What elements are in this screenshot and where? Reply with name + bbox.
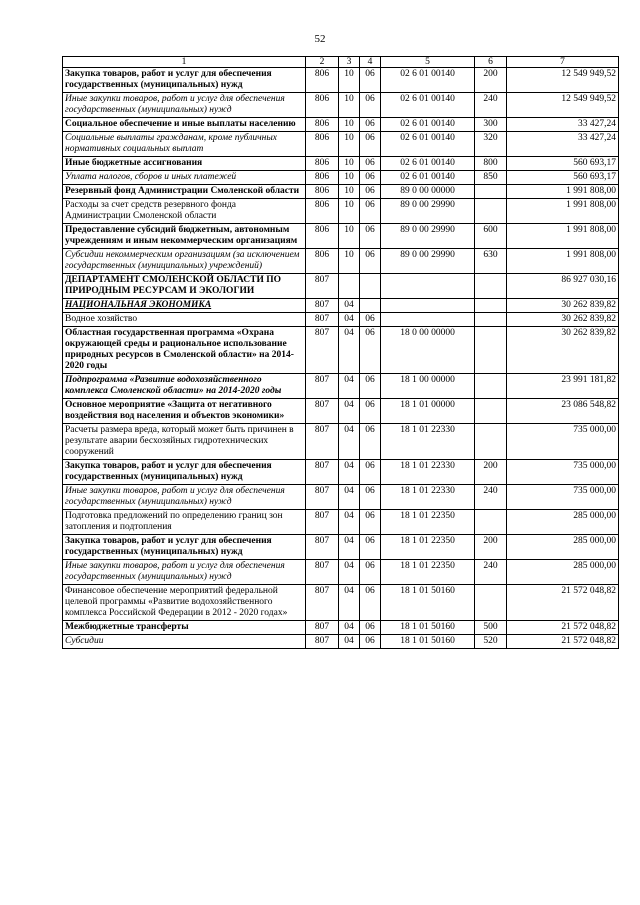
row-subsection-cell: 06 [360, 93, 381, 118]
row-code-cell: 807 [306, 374, 339, 399]
row-name-cell: Расходы за счет средств резервного фонда Администрации Смоленской области [63, 199, 306, 224]
row-amount-cell: 735 000,00 [507, 485, 619, 510]
row-section-cell: 04 [339, 399, 360, 424]
row-name-cell: Уплата налогов, сборов и иных платежей [63, 171, 306, 185]
row-code-cell: 806 [306, 93, 339, 118]
row-section-cell: 10 [339, 157, 360, 171]
row-expense-type-cell: 500 [475, 621, 507, 635]
row-subsection-cell: 06 [360, 485, 381, 510]
row-code-cell: 807 [306, 460, 339, 485]
row-section-cell: 10 [339, 118, 360, 132]
row-amount-cell: 285 000,00 [507, 560, 619, 585]
row-expense-type-cell: 800 [475, 157, 507, 171]
header-cell: 5 [381, 57, 475, 68]
row-subsection-cell: 06 [360, 535, 381, 560]
row-subsection-cell: 06 [360, 424, 381, 460]
row-amount-cell: 30 262 839,82 [507, 299, 619, 313]
row-expense-type-cell [475, 585, 507, 621]
row-code-cell: 807 [306, 535, 339, 560]
row-subsection-cell: 06 [360, 399, 381, 424]
table-row [63, 535, 619, 560]
row-target-article-cell: 18 1 01 22330 [381, 424, 475, 460]
row-expense-type-cell [475, 399, 507, 424]
row-target-article-cell: 18 1 01 22350 [381, 535, 475, 560]
row-target-article-cell [381, 274, 475, 299]
row-target-article-cell: 89 0 00 29990 [381, 224, 475, 249]
row-code-cell: 807 [306, 299, 339, 313]
row-name-cell: Резервный фонд Администрации Смоленской области [63, 185, 306, 199]
row-name-cell: Закупка товаров, работ и услуг для обеспечения государственных (муниципальных) нужд [63, 460, 306, 485]
row-section-cell: 04 [339, 621, 360, 635]
table-row [63, 93, 619, 118]
table-row [63, 585, 619, 621]
row-subsection-cell: 06 [360, 374, 381, 399]
row-name-cell: Иные закупки товаров, работ и услуг для обеспечения государственных (муниципальных) нужд [63, 485, 306, 510]
row-name-cell: Закупка товаров, работ и услуг для обеспечения государственных (муниципальных) нужд [63, 535, 306, 560]
row-amount-cell: 21 572 048,82 [507, 585, 619, 621]
row-section-cell: 04 [339, 374, 360, 399]
row-code-cell: 806 [306, 224, 339, 249]
row-section-cell: 04 [339, 635, 360, 649]
header-cell: 7 [507, 57, 619, 68]
row-name-cell: Межбюджетные трансферты [63, 621, 306, 635]
header-cell: 6 [475, 57, 507, 68]
row-subsection-cell: 06 [360, 68, 381, 93]
row-expense-type-cell: 320 [475, 132, 507, 157]
row-name-cell: Иные закупки товаров, работ и услуг для обеспечения государственных (муниципальных) нужд [63, 560, 306, 585]
table-row [63, 374, 619, 399]
row-amount-cell: 33 427,24 [507, 132, 619, 157]
row-section-cell: 04 [339, 460, 360, 485]
row-section-cell: 04 [339, 585, 360, 621]
row-expense-type-cell [475, 374, 507, 399]
row-target-article-cell: 18 1 01 00000 [381, 399, 475, 424]
row-expense-type-cell: 850 [475, 171, 507, 185]
row-name-cell: Социальные выплаты гражданам, кроме публичных нормативных социальных выплат [63, 132, 306, 157]
row-expense-type-cell [475, 424, 507, 460]
header-cell: 1 [63, 57, 306, 68]
row-name-cell: Предоставление субсидий бюджетным, автономным учреждениям и иным некоммерческим организациям [63, 224, 306, 249]
row-amount-cell: 12 549 949,52 [507, 93, 619, 118]
table-row [63, 313, 619, 327]
row-code-cell: 807 [306, 327, 339, 374]
table-row [63, 274, 619, 299]
row-code-cell: 806 [306, 249, 339, 274]
row-amount-cell: 285 000,00 [507, 510, 619, 535]
row-target-article-cell: 18 1 01 50160 [381, 621, 475, 635]
row-target-article-cell: 89 0 00 00000 [381, 185, 475, 199]
row-subsection-cell: 06 [360, 199, 381, 224]
row-section-cell: 10 [339, 93, 360, 118]
row-target-article-cell: 18 1 01 22330 [381, 485, 475, 510]
table-row [63, 171, 619, 185]
row-amount-cell: 1 991 808,00 [507, 224, 619, 249]
row-subsection-cell: 06 [360, 157, 381, 171]
row-section-cell: 04 [339, 510, 360, 535]
table-row [63, 399, 619, 424]
row-name-cell: Финансовое обеспечение мероприятий федеральной целевой программы «Развитие водохозяйственного комплекса Российской Федерации в 2012 - 2020 годах» [63, 585, 306, 621]
row-target-article-cell: 02 6 01 00140 [381, 68, 475, 93]
row-subsection-cell: 06 [360, 249, 381, 274]
row-target-article-cell [381, 313, 475, 327]
row-target-article-cell: 02 6 01 00140 [381, 132, 475, 157]
table-row [63, 460, 619, 485]
budget-table [62, 56, 619, 649]
header-row [63, 57, 619, 68]
row-amount-cell: 560 693,17 [507, 157, 619, 171]
table-row [63, 485, 619, 510]
row-target-article-cell: 18 1 01 22330 [381, 460, 475, 485]
row-expense-type-cell: 240 [475, 93, 507, 118]
row-expense-type-cell: 630 [475, 249, 507, 274]
row-expense-type-cell: 200 [475, 68, 507, 93]
row-expense-type-cell: 300 [475, 118, 507, 132]
row-amount-cell: 1 991 808,00 [507, 185, 619, 199]
row-target-article-cell: 89 0 00 29990 [381, 249, 475, 274]
table-row [63, 249, 619, 274]
row-amount-cell: 23 086 548,82 [507, 399, 619, 424]
row-name-cell: Закупка товаров, работ и услуг для обеспечения государственных (муниципальных) нужд [63, 68, 306, 93]
row-amount-cell: 735 000,00 [507, 460, 619, 485]
row-code-cell: 807 [306, 621, 339, 635]
row-subsection-cell: 06 [360, 132, 381, 157]
row-section-cell [339, 274, 360, 299]
row-name-cell: Субсидии некоммерческим организациям (за исключением государственных (муниципальных) учреждений) [63, 249, 306, 274]
row-name-cell: Расчеты размера вреда, который может быть причинен в результате аварии бесхозяйных гидротехнических сооружений [63, 424, 306, 460]
table-row [63, 185, 619, 199]
row-subsection-cell: 06 [360, 327, 381, 374]
table-row [63, 635, 619, 649]
row-section-cell: 04 [339, 327, 360, 374]
table-row [63, 132, 619, 157]
row-target-article-cell: 18 0 00 00000 [381, 327, 475, 374]
row-code-cell: 807 [306, 485, 339, 510]
row-expense-type-cell: 200 [475, 535, 507, 560]
table-row [63, 299, 619, 313]
row-expense-type-cell [475, 313, 507, 327]
row-target-article-cell: 18 1 01 22350 [381, 510, 475, 535]
row-name-cell: Подготовка предложений по определению границ зон затопления и подтопления [63, 510, 306, 535]
row-expense-type-cell [475, 274, 507, 299]
row-section-cell: 04 [339, 299, 360, 313]
row-code-cell: 807 [306, 274, 339, 299]
row-code-cell: 807 [306, 585, 339, 621]
row-target-article-cell: 18 1 00 00000 [381, 374, 475, 399]
row-section-cell: 10 [339, 199, 360, 224]
row-name-cell: Основное мероприятие «Защита от негативного воздействия вод населения и объектов экономики» [63, 399, 306, 424]
row-target-article-cell: 02 6 01 00140 [381, 171, 475, 185]
row-amount-cell: 1 991 808,00 [507, 199, 619, 224]
row-expense-type-cell [475, 185, 507, 199]
row-section-cell: 10 [339, 249, 360, 274]
row-expense-type-cell: 240 [475, 560, 507, 585]
row-target-article-cell: 02 6 01 00140 [381, 157, 475, 171]
table-row [63, 68, 619, 93]
row-amount-cell: 86 927 030,16 [507, 274, 619, 299]
table-row [63, 224, 619, 249]
row-expense-type-cell: 240 [475, 485, 507, 510]
row-amount-cell: 21 572 048,82 [507, 621, 619, 635]
row-amount-cell: 30 262 839,82 [507, 327, 619, 374]
row-subsection-cell: 06 [360, 185, 381, 199]
row-amount-cell: 560 693,17 [507, 171, 619, 185]
row-code-cell: 806 [306, 185, 339, 199]
table-row [63, 157, 619, 171]
row-subsection-cell: 06 [360, 171, 381, 185]
row-name-cell: Водное хозяйство [63, 313, 306, 327]
row-target-article-cell: 18 1 01 22350 [381, 560, 475, 585]
table-row [63, 621, 619, 635]
row-subsection-cell: 06 [360, 460, 381, 485]
row-expense-type-cell: 200 [475, 460, 507, 485]
table-row [63, 560, 619, 585]
row-subsection-cell: 06 [360, 621, 381, 635]
row-subsection-cell [360, 299, 381, 313]
row-expense-type-cell [475, 299, 507, 313]
row-name-cell: Иные закупки товаров, работ и услуг для обеспечения государственных (муниципальных) нужд [63, 93, 306, 118]
row-expense-type-cell [475, 510, 507, 535]
row-subsection-cell: 06 [360, 313, 381, 327]
row-amount-cell: 21 572 048,82 [507, 635, 619, 649]
table-row [63, 327, 619, 374]
row-name-cell: Социальное обеспечение и иные выплаты населению [63, 118, 306, 132]
row-subsection-cell: 06 [360, 224, 381, 249]
row-code-cell: 807 [306, 399, 339, 424]
row-code-cell: 806 [306, 132, 339, 157]
row-code-cell: 806 [306, 68, 339, 93]
row-code-cell: 806 [306, 171, 339, 185]
row-expense-type-cell [475, 199, 507, 224]
row-section-cell: 10 [339, 224, 360, 249]
row-code-cell: 807 [306, 424, 339, 460]
row-code-cell: 807 [306, 560, 339, 585]
row-section-cell: 04 [339, 560, 360, 585]
row-amount-cell: 33 427,24 [507, 118, 619, 132]
row-section-cell: 10 [339, 132, 360, 157]
row-code-cell: 806 [306, 157, 339, 171]
row-section-cell: 10 [339, 68, 360, 93]
row-target-article-cell: 02 6 01 00140 [381, 93, 475, 118]
row-subsection-cell [360, 274, 381, 299]
row-section-cell: 10 [339, 185, 360, 199]
row-amount-cell: 285 000,00 [507, 535, 619, 560]
row-section-cell: 10 [339, 171, 360, 185]
row-subsection-cell: 06 [360, 635, 381, 649]
row-subsection-cell: 06 [360, 510, 381, 535]
table-row [63, 510, 619, 535]
row-target-article-cell: 02 6 01 00140 [381, 118, 475, 132]
row-amount-cell: 12 549 949,52 [507, 68, 619, 93]
row-target-article-cell: 18 1 01 50160 [381, 635, 475, 649]
row-amount-cell: 1 991 808,00 [507, 249, 619, 274]
row-code-cell: 806 [306, 199, 339, 224]
row-name-cell: НАЦИОНАЛЬНАЯ ЭКОНОМИКА [63, 299, 306, 313]
row-amount-cell: 23 991 181,82 [507, 374, 619, 399]
row-target-article-cell: 89 0 00 29990 [381, 199, 475, 224]
row-target-article-cell [381, 299, 475, 313]
row-expense-type-cell: 520 [475, 635, 507, 649]
row-amount-cell: 735 000,00 [507, 424, 619, 460]
row-name-cell: Субсидии [63, 635, 306, 649]
page-number: 52 [314, 33, 326, 45]
row-code-cell: 807 [306, 313, 339, 327]
table-row [63, 118, 619, 132]
row-expense-type-cell: 600 [475, 224, 507, 249]
header-cell: 2 [306, 57, 339, 68]
row-name-cell: ДЕПАРТАМЕНТ СМОЛЕНСКОЙ ОБЛАСТИ ПО ПРИРОДНЫМ РЕСУРСАМ И ЭКОЛОГИИ [63, 274, 306, 299]
row-code-cell: 807 [306, 635, 339, 649]
header-cell: 4 [360, 57, 381, 68]
row-name-cell: Подпрограмма «Развитие водохозяйственного комплекса Смоленской области» на 2014-2020 годы [63, 374, 306, 399]
table-row [63, 199, 619, 224]
row-target-article-cell: 18 1 01 50160 [381, 585, 475, 621]
row-name-cell: Иные бюджетные ассигнования [63, 157, 306, 171]
table-row [63, 424, 619, 460]
row-section-cell: 04 [339, 424, 360, 460]
row-section-cell: 04 [339, 535, 360, 560]
row-expense-type-cell [475, 327, 507, 374]
row-subsection-cell: 06 [360, 560, 381, 585]
row-code-cell: 807 [306, 510, 339, 535]
header-cell: 3 [339, 57, 360, 68]
row-code-cell: 806 [306, 118, 339, 132]
row-section-cell: 04 [339, 485, 360, 510]
row-section-cell: 04 [339, 313, 360, 327]
row-subsection-cell: 06 [360, 585, 381, 621]
row-name-cell: Областная государственная программа «Охрана окружающей среды и рациональное использование природных ресурсов в Смоленской области» на 2014-2020 годы [63, 327, 306, 374]
row-amount-cell: 30 262 839,82 [507, 313, 619, 327]
row-subsection-cell: 06 [360, 118, 381, 132]
